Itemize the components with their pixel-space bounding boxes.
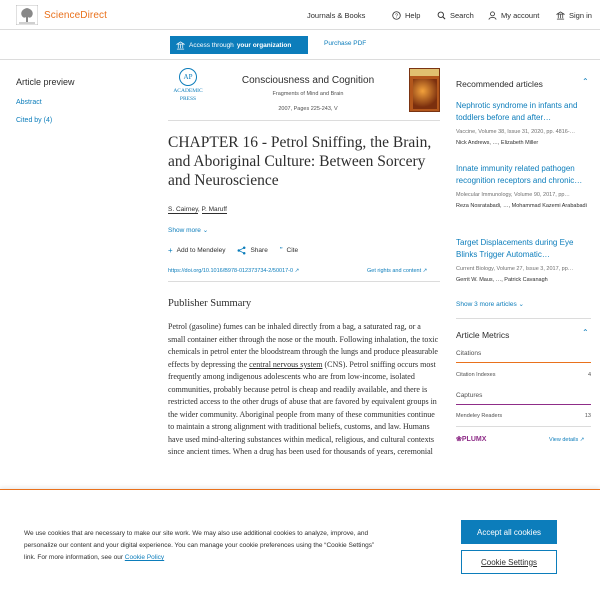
divider [456, 404, 591, 405]
journals-books-link[interactable] [307, 0, 365, 30]
recommended-article-link[interactable]: Innate immunity related pathogen recognition receptors and chronic… [456, 164, 583, 185]
my-account-link[interactable] [488, 0, 539, 30]
divider [168, 120, 440, 121]
purchase-pdf-link[interactable]: Purchase PDF [324, 40, 367, 47]
view-details-link[interactable] [549, 437, 584, 443]
section-heading: Publisher Summary [168, 298, 252, 309]
abstract-body [168, 321, 440, 459]
body-text-part: (CNS). Petrol sniffing occurs most frequently among indigenous adolescents who are from low-income, isolated communities, probably because petrol is cheap and readily available, and there is restricted access to the other drugs of abuse that are favored by equivalent groups in the wider community. Aboriginal people from many of these communities continue to maintain a strong alignment with traditional beliefs, customs, and law. Humans have used mind-altering substances within medical, religious, and cultural contexts since ancient times. When a drug has been used for thousands of years, ceremonial [168, 359, 437, 457]
author-link[interactable]: P. Maruff [201, 206, 227, 213]
chevron-up-icon[interactable]: ⌃ [582, 77, 589, 86]
cookie-banner [0, 489, 600, 600]
recommended-article-authors: Nick Andrews, …, Elizabeth Miller [456, 140, 539, 146]
add-to-mendeley-button[interactable] [168, 246, 225, 255]
recommended-article-authors: Reza Nosratabadi, …, Mohammad Kazemi Arababadi [456, 203, 587, 209]
journal-meta: 2007, Pages 225-243, V [278, 106, 338, 112]
institution-icon [176, 41, 185, 50]
help-label: Help [405, 10, 421, 20]
book-cover-image[interactable] [409, 68, 440, 112]
search-icon [437, 11, 446, 20]
cover-band [410, 69, 439, 76]
show-more-articles-label: Show 3 more articles [456, 301, 517, 308]
top-navigation-bar [0, 0, 600, 30]
share-label: Share [250, 247, 268, 254]
access-prefix: Access through [189, 41, 234, 49]
journal-title-link[interactable]: Consciousness and Cognition [241, 75, 375, 86]
plus-icon: + [168, 246, 173, 255]
metric-value: 4 [587, 372, 591, 378]
show-more-button[interactable] [168, 226, 208, 234]
rights-text: Get rights and content [367, 268, 422, 274]
abstract-link[interactable]: Abstract [16, 99, 42, 106]
mendeley-readers-row [456, 413, 591, 419]
metric-value: 13 [584, 413, 591, 419]
recommended-article-link[interactable]: Nephrotic syndrome in infants and toddlers before and after… [456, 101, 578, 122]
plumx-logo[interactable] [456, 435, 486, 443]
metric-label: Mendeley Readers [456, 413, 503, 419]
chevron-up-icon[interactable]: ⌃ [582, 328, 589, 337]
show-more-articles-button[interactable] [456, 300, 524, 308]
plumx-icon: ❀ [456, 436, 462, 443]
accept-all-cookies-button[interactable]: Accept all cookies [461, 520, 557, 544]
access-bold: your organization [236, 41, 292, 49]
show-more-label: Show more [168, 227, 201, 234]
central-nervous-system-link[interactable]: central nervous system [249, 359, 323, 369]
cookie-message [24, 528, 384, 564]
journal-subtitle: Fragments of Mind and Brain [272, 91, 344, 97]
publisher-line1: ACADEMIC [173, 88, 203, 94]
search-label: Search [450, 10, 474, 20]
access-through-organization-button[interactable] [170, 36, 308, 54]
elsevier-tree-icon [16, 5, 38, 25]
recommended-article-authors: Gerrit W. Maus, …, Patrick Cavanagh [456, 277, 548, 283]
view-details-label: View details [549, 437, 579, 443]
body-text-part: Petrol (gasoline) fumes can be inhaled directly from a bag, a saturated rag, or a small container either through the nose or the mouth. Following inhalation, the toxic chemicals in petrol enter the bloodstream through the lungs and produce pleasurable effects by depressing the [168, 322, 439, 369]
add-mendeley-label: Add to Mendeley [176, 247, 226, 254]
captures-label: Captures [456, 392, 483, 399]
journals-books-label: Journals & Books [307, 10, 366, 20]
divider [168, 281, 440, 282]
sciencedirect-logo[interactable] [16, 5, 107, 25]
recommended-article-meta: Current Biology, Volume 27, Issue 3, 2017, pp… [456, 266, 574, 272]
academic-press-logo[interactable] [168, 68, 208, 102]
share-button[interactable] [237, 246, 267, 255]
recommended-articles-heading: Recommended articles [456, 79, 543, 89]
svg-text:?: ? [395, 13, 398, 20]
doi-text: https://doi.org/10.1016/B978-012373734-2/50017-0 [168, 268, 294, 274]
divider [456, 426, 591, 427]
doi-link[interactable] [168, 268, 299, 274]
external-link-icon: ↗ [579, 437, 585, 443]
share-icon [237, 246, 246, 255]
article-metrics-heading: Article Metrics [456, 330, 510, 340]
rights-content-link[interactable] [367, 268, 427, 274]
chevron-down-icon: ⌄ [202, 227, 209, 234]
article-actions [168, 246, 310, 255]
citation-indexes-row [456, 372, 591, 378]
cookie-policy-link[interactable]: Cookie Policy [124, 554, 165, 561]
article-title: CHAPTER 16 - Petrol Sniffing, the Brain, and Aboriginal Culture: Between Sorcery and Neuroscience [168, 134, 432, 189]
user-icon [488, 11, 497, 20]
recommended-article-link[interactable]: Target Displacements during Eye Blinks Trigger Automatic… [456, 238, 574, 259]
citations-label: Citations [456, 350, 482, 357]
author-list: S. Cairney, P. Maruff [168, 206, 227, 213]
cover-art [413, 79, 437, 109]
help-icon [392, 11, 401, 20]
cited-by-link[interactable]: Cited by (4) [16, 117, 53, 124]
institution-icon [556, 11, 565, 20]
author-link[interactable]: S. Cairney [168, 206, 198, 213]
cookie-text: We use cookies that are necessary to make our site work. We may also use additional cookies to analyze, improve, and personalize our content and your digital experience. You can manage your cookie preferences using the “Cookie Settings” link. For more information, see our [24, 530, 375, 561]
external-link-icon: ↗ [294, 268, 300, 274]
help-link[interactable] [392, 0, 420, 30]
external-link-icon: ↗ [422, 268, 428, 274]
sign-in-label: Sign in [569, 10, 592, 20]
recommended-article-meta: Molecular Immunology, Volume 90, 2017, pp… [456, 192, 570, 198]
article-preview-heading: Article preview [16, 77, 75, 87]
my-account-label: My account [501, 10, 540, 20]
cite-label: Cite [286, 247, 299, 254]
divider [456, 362, 591, 363]
search-link[interactable] [437, 0, 474, 30]
plumx-label: PLUMX [461, 436, 487, 443]
publisher-line2: PRESS [179, 96, 197, 102]
metric-label: Citation Indexes [456, 372, 496, 378]
quote-icon: ” [279, 246, 283, 255]
chevron-down-icon: ⌄ [518, 301, 524, 308]
publisher-mark: AP [179, 68, 197, 86]
cite-button[interactable] [280, 246, 298, 255]
recommended-article-meta: Vaccine, Volume 38, Issue 31, 2020, pp. 4816-… [456, 129, 576, 135]
cookie-settings-button[interactable]: Cookie Settings [461, 550, 557, 574]
sign-in-link[interactable] [556, 0, 592, 30]
brand-name: ScienceDirect [44, 9, 107, 21]
divider [456, 318, 591, 319]
